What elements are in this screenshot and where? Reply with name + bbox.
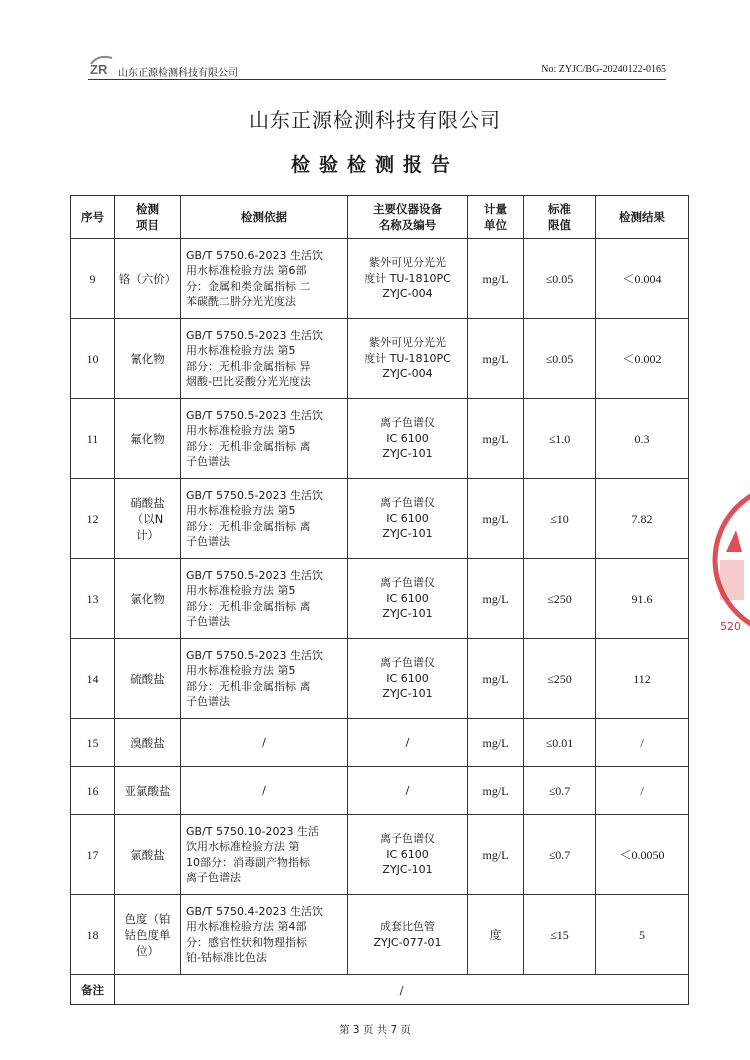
cell-limit: ≤1.0 — [524, 399, 596, 479]
table-row — [71, 767, 689, 815]
cell-basis: / — [181, 719, 348, 767]
cell-unit: mg/L — [468, 559, 524, 639]
cell-instrument: 离子色谱仪 IC 6100 ZYJC-101 — [348, 639, 468, 719]
cell-limit: ≤0.05 — [524, 239, 596, 319]
cell-basis: GB/T 5750.6-2023 生活饮 用水标准检验方法 第6部 分：金属和类金属指标 二 苯碳酰二肼分光光度法 — [181, 239, 348, 319]
cell-seq: 11 — [71, 399, 115, 479]
cell-basis: GB/T 5750.5-2023 生活饮 用水标准检验方法 第5 部分：无机非金属指标 离 子色谱法 — [181, 559, 348, 639]
table-row — [71, 399, 689, 479]
cell-unit: 度 — [468, 895, 524, 975]
table-row — [71, 639, 689, 719]
table-row — [71, 559, 689, 639]
cell-item: 氯酸盐 — [115, 815, 181, 895]
cell-limit: ≤0.05 — [524, 319, 596, 399]
cell-unit: mg/L — [468, 815, 524, 895]
cell-result: 7.82 — [596, 479, 689, 559]
cell-seq: 18 — [71, 895, 115, 975]
cell-result: ＜0.002 — [596, 319, 689, 399]
cell-instrument: 离子色谱仪 IC 6100 ZYJC-101 — [348, 815, 468, 895]
cell-result: ＜0.0050 — [596, 815, 689, 895]
cell-item: 氯化物 — [115, 559, 181, 639]
col-header-seq: 序号 — [71, 196, 115, 239]
cell-instrument: 离子色谱仪 IC 6100 ZYJC-101 — [348, 559, 468, 639]
cell-seq: 13 — [71, 559, 115, 639]
remark-row — [71, 975, 689, 1005]
col-header-item: 检测 项目 — [115, 196, 181, 239]
results-table — [70, 195, 689, 1005]
table-row — [71, 239, 689, 319]
cell-basis: GB/T 5750.5-2023 生活饮 用水标准检验方法 第5 部分：无机非金属指标 离 子色谱法 — [181, 479, 348, 559]
cell-limit: ≤10 — [524, 479, 596, 559]
cell-unit: mg/L — [468, 639, 524, 719]
cell-instrument: / — [348, 719, 468, 767]
cell-unit: mg/L — [468, 767, 524, 815]
table-header-row — [71, 196, 689, 239]
report-subtitle: 检验检测报告 — [290, 154, 459, 176]
cell-limit: ≤250 — [524, 559, 596, 639]
cell-basis: GB/T 5750.10-2023 生活 饮用水标准检验方法 第 10部分：消毒副产物指标 离子色谱法 — [181, 815, 348, 895]
page-footer: 第 3 页 共 7 页 — [338, 1024, 412, 1036]
cell-unit: mg/L — [468, 239, 524, 319]
cell-limit: ≤0.7 — [524, 767, 596, 815]
cell-item: 溴酸盐 — [115, 719, 181, 767]
cell-item: 氰化物 — [115, 319, 181, 399]
table-row — [71, 479, 689, 559]
cell-seq: 12 — [71, 479, 115, 559]
remark-value: / — [115, 975, 689, 1005]
svg-text:520: 520 — [720, 620, 741, 633]
cell-instrument: / — [348, 767, 468, 815]
cell-seq: 9 — [71, 239, 115, 319]
table-row — [71, 719, 689, 767]
cell-unit: mg/L — [468, 719, 524, 767]
cell-limit: ≤15 — [524, 895, 596, 975]
cell-item: 亚氯酸盐 — [115, 767, 181, 815]
col-header-basis: 检测依据 — [181, 196, 348, 239]
cell-item: 氟化物 — [115, 399, 181, 479]
cell-limit: ≤0.7 — [524, 815, 596, 895]
cell-limit: ≤250 — [524, 639, 596, 719]
cell-result: / — [596, 767, 689, 815]
cell-instrument: 成套比色管 ZYJC-077-01 — [348, 895, 468, 975]
col-header-unit: 计量 单位 — [468, 196, 524, 239]
cell-instrument: 离子色谱仪 IC 6100 ZYJC-101 — [348, 399, 468, 479]
cell-limit: ≤0.01 — [524, 719, 596, 767]
col-header-instrument: 主要仪器设备 名称及编号 — [348, 196, 468, 239]
page-title: 山东正源检测科技有限公司 — [249, 108, 501, 132]
table-row — [71, 895, 689, 975]
cell-unit: mg/L — [468, 319, 524, 399]
col-header-result: 检测结果 — [596, 196, 689, 239]
cell-unit: mg/L — [468, 479, 524, 559]
cell-item: 硫酸盐 — [115, 639, 181, 719]
cell-seq: 10 — [71, 319, 115, 399]
cell-result: 112 — [596, 639, 689, 719]
cell-item: 铬（六价） — [115, 239, 181, 319]
cell-item: 色度（铂 钴色度单 位） — [115, 895, 181, 975]
cell-unit: mg/L — [468, 399, 524, 479]
cell-seq: 15 — [71, 719, 115, 767]
cell-item: 硝酸盐 （以N 计） — [115, 479, 181, 559]
cell-instrument: 紫外可见分光光 度计 TU-1810PC ZYJC-004 — [348, 319, 468, 399]
header-company-name: 山东正源检测科技有限公司 — [118, 68, 238, 79]
cell-result: / — [596, 719, 689, 767]
cell-seq: 16 — [71, 767, 115, 815]
svg-text:ZR: ZR — [90, 62, 108, 76]
table-row — [71, 815, 689, 895]
cell-result: ＜0.004 — [596, 239, 689, 319]
report-number: No: ZYJC/BG-20240122-0165 — [541, 64, 666, 75]
cell-basis: GB/T 5750.5-2023 生活饮 用水标准检验方法 第5 部分：无机非金属指标 异 烟酸-巴比妥酸分光光度法 — [181, 319, 348, 399]
page-header — [88, 52, 666, 80]
cell-result: 91.6 — [596, 559, 689, 639]
table-row — [71, 319, 689, 399]
cell-instrument: 离子色谱仪 IC 6100 ZYJC-101 — [348, 479, 468, 559]
cell-instrument: 紫外可见分光光 度计 TU-1810PC ZYJC-004 — [348, 239, 468, 319]
cell-basis: / — [181, 767, 348, 815]
cell-result: 0.3 — [596, 399, 689, 479]
cell-seq: 14 — [71, 639, 115, 719]
company-logo-icon — [88, 52, 116, 76]
red-seal-stamp — [712, 480, 750, 645]
cell-result: 5 — [596, 895, 689, 975]
cell-basis: GB/T 5750.4-2023 生活饮 用水标准检验方法 第4部 分：感官性状和物理指标 铂-钴标准比色法 — [181, 895, 348, 975]
col-header-limit: 标准 限值 — [524, 196, 596, 239]
remark-label: 备注 — [71, 975, 115, 1005]
cell-basis: GB/T 5750.5-2023 生活饮 用水标准检验方法 第5 部分：无机非金属指标 离 子色谱法 — [181, 639, 348, 719]
cell-seq: 17 — [71, 815, 115, 895]
cell-basis: GB/T 5750.5-2023 生活饮 用水标准检验方法 第5 部分：无机非金属指标 离 子色谱法 — [181, 399, 348, 479]
